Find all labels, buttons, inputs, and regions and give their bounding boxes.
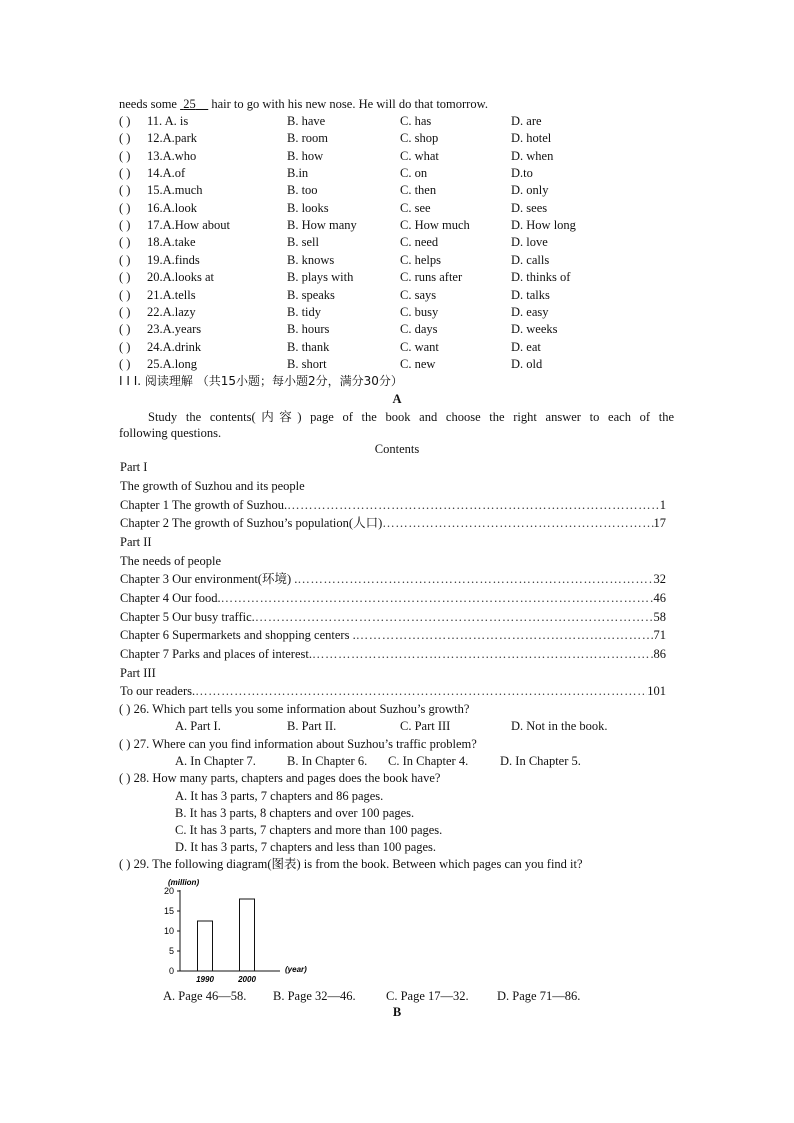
option-c: C. says bbox=[400, 287, 437, 302]
contents-title: Contents bbox=[374, 442, 420, 456]
toc-entry-title: Chapter 2 The growth of Suzhou’s population(人口) bbox=[120, 516, 383, 530]
option-d: D. talks bbox=[511, 287, 550, 302]
q29-option-a: A. Page 46—58. bbox=[163, 989, 247, 1003]
answer-bracket: ( ) bbox=[119, 200, 131, 215]
y-tick-label: 20 bbox=[163, 886, 174, 896]
option-c: C. see bbox=[400, 200, 431, 215]
q27-option-c: C. In Chapter 4. bbox=[388, 754, 469, 768]
option-a: 16.A.look bbox=[147, 200, 197, 215]
y-tick-label: 10 bbox=[163, 926, 174, 936]
toc-entry-chapter-2 bbox=[120, 516, 666, 531]
answer-bracket: ( ) bbox=[119, 252, 131, 267]
part-2-title: The needs of people bbox=[120, 554, 222, 568]
answer-bracket: ( ) bbox=[119, 131, 131, 146]
option-d: D.to bbox=[511, 166, 533, 181]
answer-bracket: ( ) bbox=[119, 737, 131, 751]
q27-option-a: A. In Chapter 7. bbox=[175, 754, 256, 768]
part-1-title: The growth of Suzhou and its people bbox=[120, 479, 305, 493]
toc-entry-chapter-1 bbox=[120, 498, 666, 513]
option-d: D. eat bbox=[511, 339, 541, 354]
answer-bracket: ( ) bbox=[119, 356, 131, 371]
q28-option-c: C. It has 3 parts, 7 chapters and more than 100 pages. bbox=[175, 823, 443, 837]
option-c: C. need bbox=[400, 235, 439, 250]
option-a: 14.A.of bbox=[147, 166, 186, 181]
question-26 bbox=[119, 702, 469, 717]
toc-entry-title: Chapter 3 Our environment(环境) . bbox=[120, 572, 298, 586]
passage-last-line bbox=[119, 97, 488, 112]
option-b: B. speaks bbox=[287, 287, 335, 302]
option-b: B.in bbox=[287, 166, 309, 181]
option-a: 22.A.lazy bbox=[147, 304, 196, 319]
toc-entry-title: Chapter 7 Parks and places of interest. bbox=[120, 647, 312, 661]
option-d: D. thinks of bbox=[511, 270, 571, 285]
intro-text: needs some bbox=[119, 97, 181, 111]
option-a: 23.A.years bbox=[147, 322, 202, 337]
answer-bracket: ( ) bbox=[119, 218, 131, 233]
option-d: D. only bbox=[511, 183, 549, 198]
y-tick-label: 0 bbox=[168, 966, 174, 976]
answer-bracket: ( ) bbox=[119, 287, 131, 302]
option-c: C. How much bbox=[400, 218, 470, 233]
option-b: B. have bbox=[287, 114, 326, 128]
toc-page-number: 32 bbox=[653, 572, 666, 586]
toc-entry-title: Chapter 4 Our food. bbox=[120, 591, 221, 605]
toc-entry-title: Chapter 1 The growth of Suzhou. bbox=[120, 498, 288, 512]
toc-entry-title: Chapter 5 Our busy traffic. bbox=[120, 610, 255, 624]
option-b: B. too bbox=[287, 183, 318, 198]
option-c: C. helps bbox=[400, 252, 441, 267]
answer-bracket: ( ) bbox=[119, 322, 131, 337]
answer-bracket: ( ) bbox=[119, 183, 131, 198]
option-b: B. sell bbox=[287, 235, 319, 250]
toc-entry-chapter-3 bbox=[120, 572, 666, 587]
option-c: C. busy bbox=[400, 304, 439, 319]
q27-option-d: D. In Chapter 5. bbox=[500, 754, 581, 768]
toc-entry-title: Chapter 6 Supermarkets and shopping centers . bbox=[120, 628, 356, 642]
toc-page-number: 101 bbox=[647, 684, 666, 698]
option-a: 13.A.who bbox=[147, 148, 197, 163]
q26-option-c: C. Part III bbox=[400, 719, 451, 733]
answer-bracket: ( ) bbox=[119, 148, 131, 163]
option-b: B. looks bbox=[287, 200, 329, 215]
blank-25: 25 bbox=[183, 97, 196, 111]
option-a: 21.A.tells bbox=[147, 287, 196, 302]
answer-bracket: ( ) bbox=[119, 114, 131, 128]
option-a: 20.A.looks at bbox=[147, 270, 215, 285]
option-a: 11. A. is bbox=[147, 114, 189, 128]
bar-2000 bbox=[240, 899, 255, 971]
option-c: C. want bbox=[400, 339, 439, 354]
part-b-label: B bbox=[392, 1005, 402, 1019]
answer-bracket: ( ) bbox=[119, 339, 131, 354]
q26-option-b: B. Part II. bbox=[287, 719, 337, 733]
question-text: 28. How many parts, chapters and pages does the book have? bbox=[133, 771, 441, 785]
option-d: D. easy bbox=[511, 304, 549, 319]
option-a: 24.A.drink bbox=[147, 339, 202, 354]
toc-entry-chapter-4 bbox=[120, 591, 666, 606]
intro-text-after: hair to go with his new nose. He will do that tomorrow. bbox=[208, 97, 488, 111]
question-text: 27. Where can you find information about Suzhou’s traffic problem? bbox=[133, 737, 477, 751]
x-tick-label: 1990 bbox=[196, 975, 214, 984]
toc-entry-chapter-7 bbox=[120, 647, 666, 662]
option-a: 12.A.park bbox=[147, 131, 197, 146]
part-a-label: A bbox=[392, 392, 402, 406]
toc-entry-chapter-5 bbox=[120, 610, 666, 625]
option-d: D. when bbox=[511, 148, 554, 163]
answer-bracket: ( ) bbox=[119, 270, 131, 285]
q29-option-b: B. Page 32—46. bbox=[273, 989, 356, 1003]
option-a: 15.A.much bbox=[147, 183, 203, 198]
part-1-label: Part I bbox=[120, 460, 148, 474]
answer-bracket: ( ) bbox=[119, 166, 131, 181]
q28-option-a: A. It has 3 parts, 7 chapters and 86 pages. bbox=[175, 789, 384, 803]
question-text: 26. Which part tells you some information about Suzhou’s growth? bbox=[133, 702, 470, 716]
bar-1990 bbox=[198, 921, 213, 971]
option-a: 25.A.long bbox=[147, 356, 197, 371]
option-c: C. runs after bbox=[400, 270, 463, 285]
option-d: D. weeks bbox=[511, 322, 558, 337]
toc-entry-chapter-6 bbox=[120, 628, 666, 643]
option-d: D. sees bbox=[511, 200, 548, 215]
answer-bracket: ( ) bbox=[119, 235, 131, 250]
q28-option-b: B. It has 3 parts, 8 chapters and over 100 pages. bbox=[175, 806, 415, 820]
option-d: D. love bbox=[511, 235, 548, 250]
q29-option-d: D. Page 71—86. bbox=[497, 989, 581, 1003]
option-d: D. hotel bbox=[511, 131, 552, 146]
option-c: C. on bbox=[400, 166, 428, 181]
q26-option-d: D. Not in the book. bbox=[511, 719, 608, 733]
option-d: D. How long bbox=[511, 218, 576, 233]
instruction-line-1: Study the contents(内容) page of the book and choose the right answer to each of the bbox=[148, 410, 674, 424]
option-c: C. new bbox=[400, 356, 436, 371]
q28-option-d: D. It has 3 parts, 7 chapters and less than 100 pages. bbox=[175, 840, 437, 854]
option-a: 19.A.finds bbox=[147, 252, 200, 267]
option-b: B. short bbox=[287, 356, 327, 371]
toc-entry-title: To our readers. bbox=[120, 684, 196, 698]
y-tick-label: 15 bbox=[163, 906, 174, 916]
answer-bracket: ( ) bbox=[119, 857, 131, 871]
option-d: D. old bbox=[511, 356, 543, 371]
toc-page-number: 86 bbox=[653, 647, 666, 661]
option-a: 18.A.take bbox=[147, 235, 196, 250]
option-b: B. How many bbox=[287, 218, 357, 233]
population-bar-chart bbox=[150, 874, 320, 986]
option-c: C. shop bbox=[400, 131, 439, 146]
option-b: B. knows bbox=[287, 252, 335, 267]
question-28 bbox=[119, 771, 440, 786]
toc-entry-readers bbox=[120, 684, 666, 699]
option-c: C. what bbox=[400, 148, 439, 163]
toc-page-number: 46 bbox=[653, 591, 666, 605]
part-2-label: Part II bbox=[120, 535, 152, 549]
answer-bracket: ( ) bbox=[119, 304, 131, 319]
q27-option-b: B. In Chapter 6. bbox=[287, 754, 368, 768]
option-b: B. thank bbox=[287, 339, 330, 354]
x-tick-label: 2000 bbox=[238, 975, 256, 984]
option-b: B. tidy bbox=[287, 304, 322, 319]
question-27 bbox=[119, 737, 477, 752]
x-axis-label: (year) bbox=[285, 965, 307, 974]
option-c: C. days bbox=[400, 322, 438, 337]
instruction-line-2: following questions. bbox=[119, 426, 222, 440]
q29-option-c: C. Page 17—32. bbox=[386, 989, 469, 1003]
question-29 bbox=[119, 857, 583, 872]
option-d: D. calls bbox=[511, 252, 550, 267]
option-b: B. plays with bbox=[287, 270, 354, 285]
toc-page-number: 17 bbox=[653, 516, 666, 530]
toc-page-number: 58 bbox=[653, 610, 666, 624]
question-text: 29. The following diagram(图表) is from the book. Between which pages can you find it? bbox=[133, 857, 583, 871]
toc-page-number: 71 bbox=[653, 628, 666, 642]
option-a: 17.A.How about bbox=[147, 218, 230, 233]
q26-option-a: A. Part I. bbox=[175, 719, 221, 733]
option-b: B. how bbox=[287, 148, 324, 163]
option-c: C. then bbox=[400, 183, 437, 198]
option-c: C. has bbox=[400, 114, 432, 128]
option-b: B. hours bbox=[287, 322, 330, 337]
y-axis-label: (million) bbox=[168, 878, 200, 887]
option-b: B. room bbox=[287, 131, 328, 146]
y-tick-label: 5 bbox=[168, 946, 174, 956]
answer-bracket: ( ) bbox=[119, 702, 131, 716]
section-heading: I I I. 阅读理解 （共15小题；每小题2分，满分30分） bbox=[119, 374, 403, 388]
answer-bracket: ( ) bbox=[119, 771, 131, 785]
option-d: D. are bbox=[511, 114, 542, 128]
part-3-label: Part III bbox=[120, 666, 156, 680]
toc-page-number: 1 bbox=[659, 498, 666, 512]
